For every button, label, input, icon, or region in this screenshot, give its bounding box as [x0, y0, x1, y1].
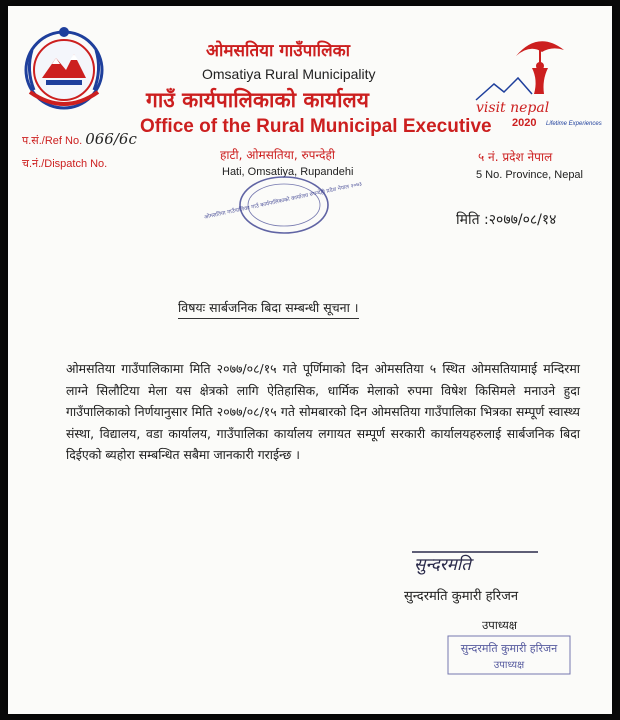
letter-body: ओमसतिया गाउँपालिकामा मिति २०७७/०८/१५ गते पूर्णिमाको दिन ओमसतिया ५ स्थित ओमसतियामाई मन्दिरमा लाग्ने सिलौटिया मेला यस क्षेत्रको लागि ऐतिहासिक, धार्मिक मेलाको रुपमा विषेश किसिमले मनाउने हुदा गाउँपालिकाको निर्णयानुसार मिति २०७७/०८/१५ गते सोमबारको दिन ओमसतिया गाउँपालिका भित्रका सम्पूर्ण स्वास्थ्य संस्था, विद्यालय, वडा कार्यालय, गाउँपालिका कार्यालय लगायत सम्पूर्ण सरकारी कार्यालयहरुलाई सार्बजनिक बिदा दिईएको ब्यहोरा सम्बन्धित सबैमा जानकारी गराईन्छ । [66, 361, 580, 463]
address-english: Hati, Omsatiya, Rupandehi [222, 166, 354, 178]
date-value: २०७७/०८/१४ [488, 212, 557, 228]
visit-nepal-logo [472, 28, 602, 132]
municipality-name-nepali: ओमसतिया गाउँपालिका [206, 41, 351, 61]
handwritten-signature [406, 544, 546, 580]
province-english: 5 No. Province, Nepal [476, 169, 583, 181]
visit-nepal-year: 2020 [512, 117, 537, 129]
office-name-nepali: गाउँ कार्यपालिकाको कार्यालय [146, 88, 369, 112]
office-stamp-text: ओमसतिया गाउँपालिका गाउँ कार्यपालिकाको कार्यालय रुपन्देही प्रदेश नेपाल २०७३ [203, 181, 363, 221]
visit-nepal-tagline: Lifetime Experiences [546, 121, 602, 127]
nepal-emblem-icon [16, 20, 112, 116]
handwritten-signature-text: सुन्दरमति [414, 555, 471, 575]
letter-sheet [8, 6, 612, 714]
address-nepali: हाटी, ओमसतिया, रुपन्देही [220, 148, 336, 162]
visit-nepal-wordmark: visit nepal [476, 100, 550, 116]
letter-subject: विषयः सार्बजनिक बिदा सम्बन्धी सूचना । [178, 299, 359, 319]
signatory-name: सुन्दरमति कुमारी हरिजन [404, 589, 519, 604]
name-stamp-line1: सुन्दरमति कुमारी हरिजन [460, 642, 558, 655]
signatory-title: उपाध्यक्ष [482, 618, 518, 632]
municipality-name-english: Omsatiya Rural Municipality [202, 66, 376, 82]
office-name-english: Office of the Rural Municipal Executive [140, 116, 492, 137]
dispatch-label: च.नं./Dispatch No. [22, 158, 108, 170]
province-nepali: ५ नं. प्रदेश नेपाल [478, 150, 553, 164]
ref-value: 066/6c [85, 130, 137, 148]
ref-label: प.सं./Ref No. [22, 135, 83, 147]
name-stamp-line2: उपाध्यक्ष [493, 660, 525, 671]
ref-number [22, 130, 137, 148]
name-stamp [444, 632, 574, 678]
date-label: मिति : [456, 212, 489, 228]
letter-date [456, 210, 556, 229]
